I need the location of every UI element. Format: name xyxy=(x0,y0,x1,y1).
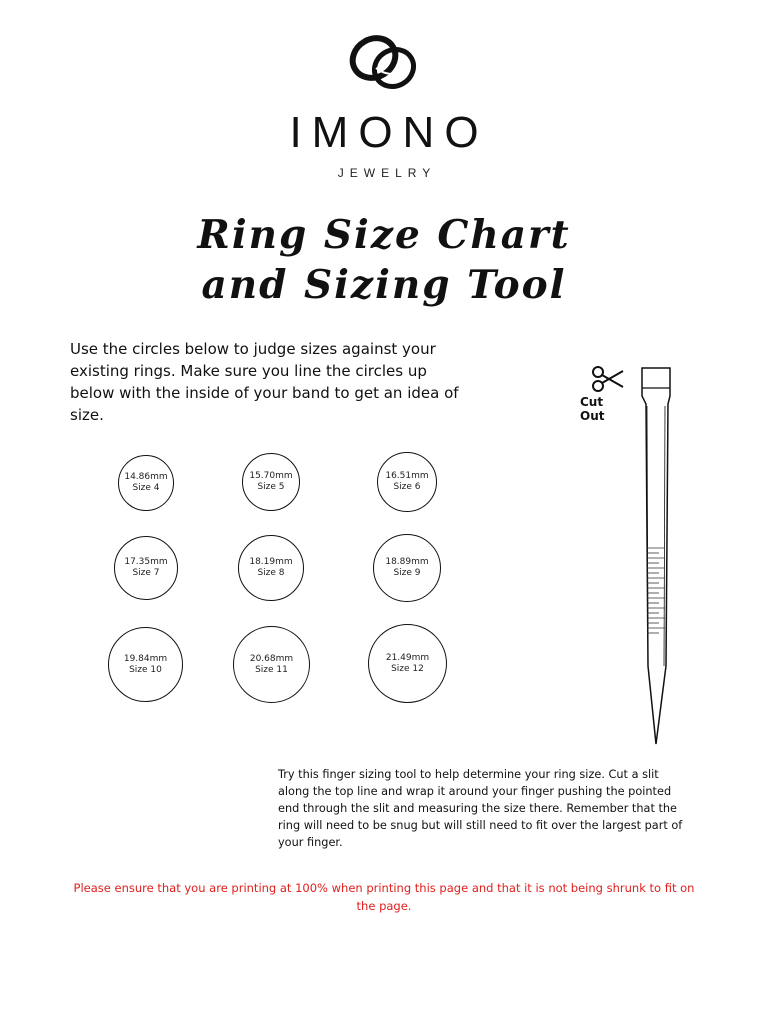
ring-mm: 15.70mm xyxy=(249,471,293,481)
brand-tagline: JEWELRY xyxy=(337,166,437,180)
sizing-tool-instructions: Try this finger sizing tool to help determine your ring size. Cut a slit along the top line and wrap it around your finger pushing the pointed end through the slit and measuring the size there. Remember that the ring will need to be snug but will still need to fit over the largest part of your finger. xyxy=(278,768,683,849)
ring-size: Size 6 xyxy=(393,482,421,492)
ring-circle-size-7 xyxy=(114,536,178,600)
ring-size: Size 11 xyxy=(255,664,288,675)
ring-circle-size-6 xyxy=(377,452,437,512)
ring-size: Size 9 xyxy=(393,568,421,578)
ring-mm: 18.89mm xyxy=(385,557,429,567)
ring-size: Size 8 xyxy=(257,568,285,578)
print-warning: Please ensure that you are printing at 100% when printing this page and that it is not being shrunk to fit on the page. xyxy=(73,881,695,913)
scissors-icon xyxy=(591,365,625,393)
ring-circle-size-8 xyxy=(238,535,304,601)
ring-circle-size-9 xyxy=(373,534,441,602)
ring-mm: 19.84mm xyxy=(123,653,168,664)
ring-mm: 20.68mm xyxy=(249,653,294,664)
ring-circle-size-4 xyxy=(118,455,174,511)
brand-name: IMONO xyxy=(289,108,489,157)
ring-mm: 14.86mm xyxy=(124,472,168,482)
ring-size: Size 12 xyxy=(391,663,424,674)
ring-size: Size 4 xyxy=(132,483,160,493)
ring-mm: 17.35mm xyxy=(124,557,168,567)
finger-sizing-tool-strip xyxy=(636,366,676,746)
page-title-line2: and Sizing Tool xyxy=(201,262,567,308)
intro-text: Use the circles below to judge sizes against your existing rings. Make sure you line the circles up below with the inside of your band to get an idea of size. xyxy=(70,340,459,424)
ring-circle-size-5 xyxy=(242,453,300,511)
ring-circle-size-11 xyxy=(233,626,310,703)
ring-mm: 21.49mm xyxy=(385,652,430,663)
ring-size: Size 7 xyxy=(132,568,160,578)
ring-circle-size-10 xyxy=(108,627,183,702)
ring-mm: 18.19mm xyxy=(249,557,293,567)
ring-mm: 16.51mm xyxy=(385,471,429,481)
ring-size: Size 5 xyxy=(257,482,285,492)
page-title-line1: Ring Size Chart xyxy=(197,212,571,258)
cut-out-label: Cut Out xyxy=(580,395,605,423)
ring-circle-size-12 xyxy=(368,624,447,703)
ring-size: Size 10 xyxy=(129,664,162,675)
logo-interlocking-rings-icon xyxy=(346,28,422,98)
